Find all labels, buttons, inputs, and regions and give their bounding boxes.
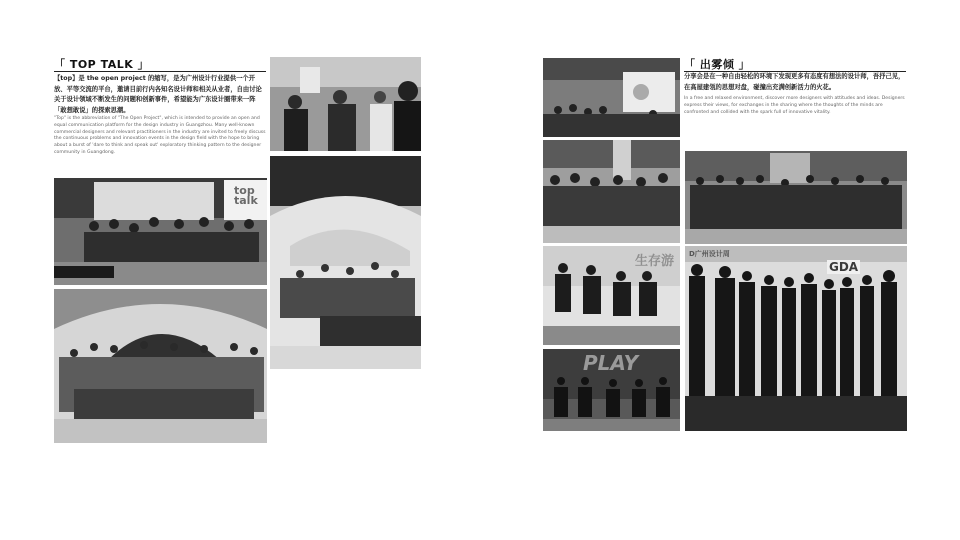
chu-wu-qing-intro-en: In a free and relaxed environment, discover more designers with attitudes and ideas. Designers express their views, for exchanges in the sharing where the thoughts of the minds are confronted and collided with the spark full of innovative vitality.: [684, 96, 905, 115]
photo-audience-arch: [270, 156, 421, 369]
photo-presentation-room: [543, 58, 680, 137]
photo-top-talk-group: [54, 178, 267, 285]
photo-panel-discussion: [270, 57, 421, 151]
photo-play-stage: [543, 349, 680, 431]
top-talk-intro-en: "Top" is the abbreviation of "The Open Project", which is intended to provide an open and equal communication platform for the design industry in Guangzhou. Many well-known commercial designers and relevant practitioners in the industry are invited to freely discuss the continuous problems and innovation events in the design field with the hope to bring about a burst of 'dare to think and speak out' exploratory thinking pattern to the designer community in Guangdong.: [54, 116, 266, 155]
photo-large-group: [685, 151, 907, 244]
photo-gda-standing-group: [685, 246, 907, 431]
chu-wu-qing-intro-cn: 分享会是在一种自由轻松的环境下发现更多有态度有想法的设计师，吾抒己见，在高屋建瓴的思想对盘，碰撞出充满创新活力的火花。: [684, 73, 905, 91]
design-week-banner-text: D广州设计周: [689, 250, 730, 258]
gda-logo-text: GDA: [829, 260, 859, 274]
top-talk-intro-cn: 【top】是 the open project 的缩写，是为广州设计行业提供一个开放、平等交流的平台，邀请目前行内各知名设计师和相关从业者，自由讨论关于设计领域不断发生的问题和创新事件，希望能为广东设计圈带来一阵「敢想敢说」的探索思潮。: [54, 75, 262, 114]
photo-stage-panel: [543, 246, 680, 345]
play-banner-text: PLAY: [583, 351, 639, 375]
top-talk-heading: 「 TOP TALK 」: [54, 58, 150, 71]
photo-seated-audience: [543, 140, 680, 243]
chu-wu-qing-heading: 「 出雾倾 」: [684, 58, 751, 71]
heading-rule: [54, 71, 266, 72]
photo-arch-group: [54, 289, 267, 443]
right-page: [480, 0, 960, 540]
top-talk-logo-text: top talk: [234, 184, 258, 207]
stage-banner-text: 生存游: [635, 254, 675, 269]
